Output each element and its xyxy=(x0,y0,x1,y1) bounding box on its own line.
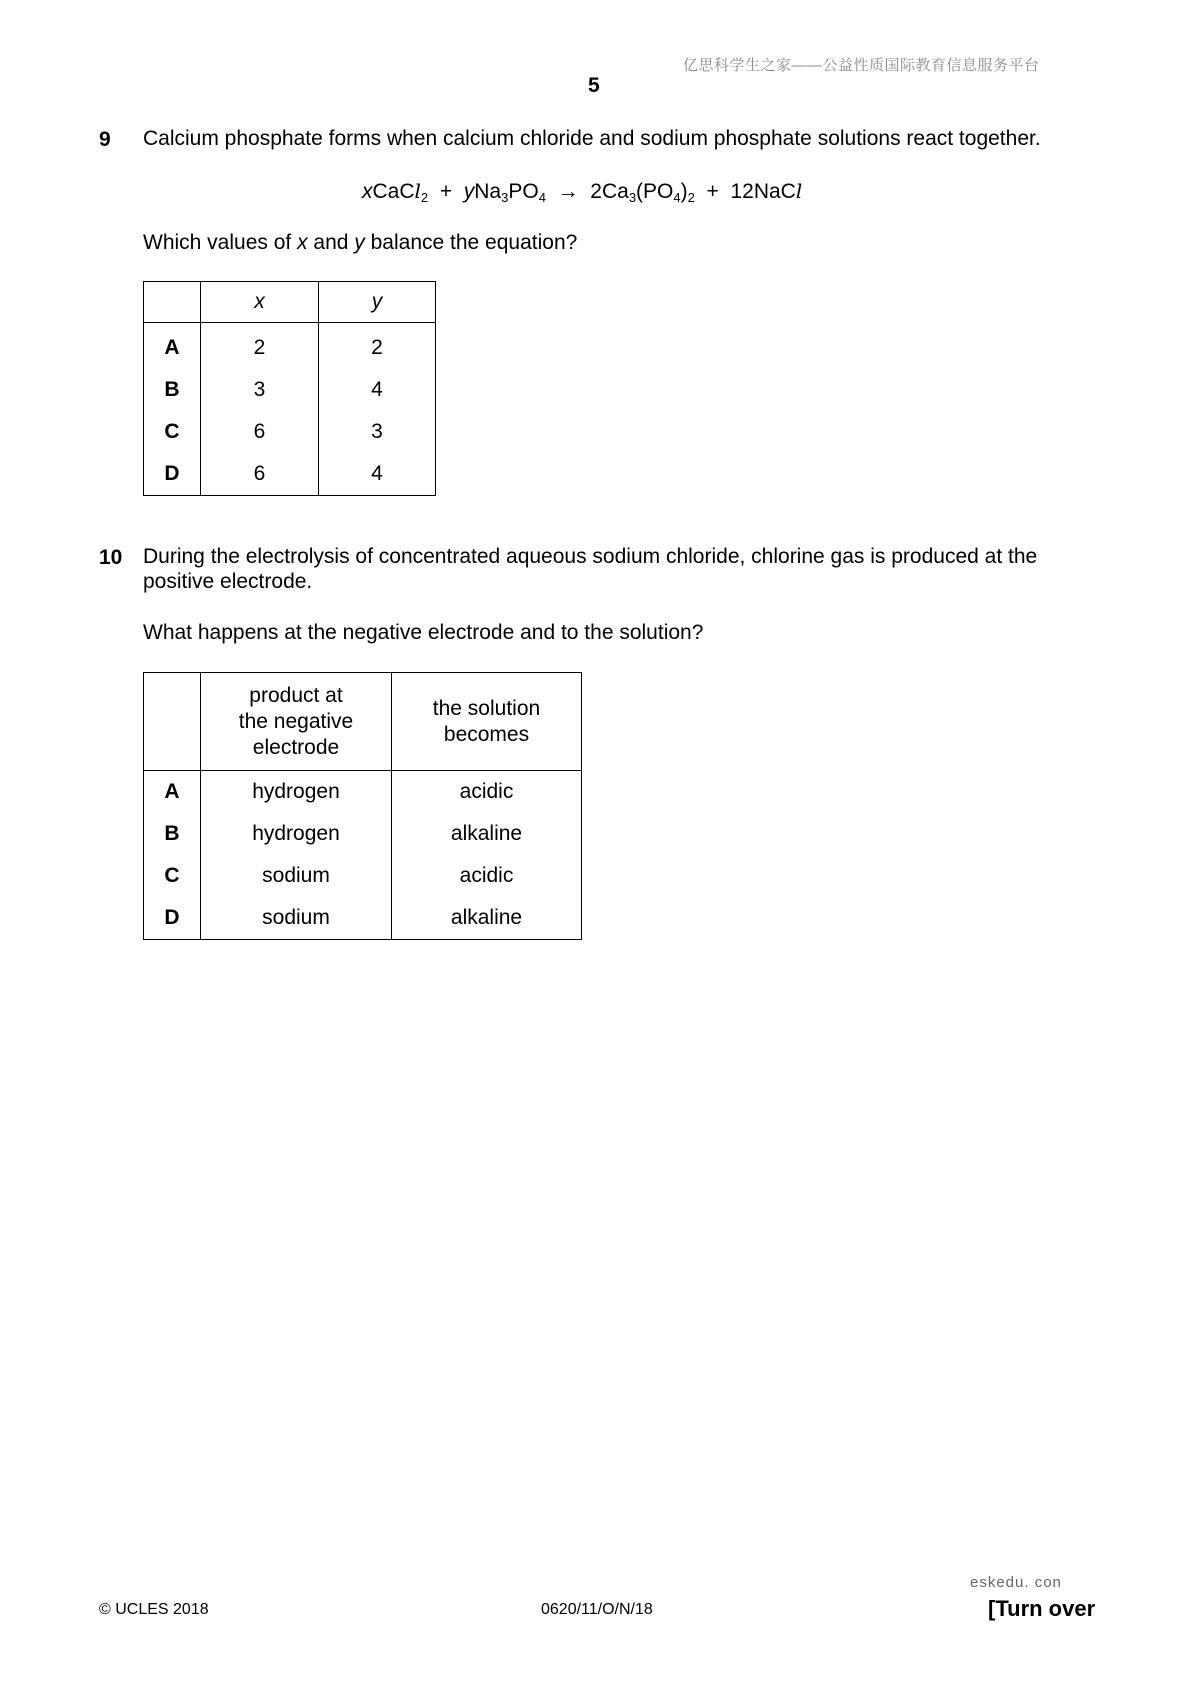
question-10-options-table xyxy=(143,672,582,940)
question-9-options-table xyxy=(143,281,436,496)
option-solution: alkaline xyxy=(392,813,582,855)
option-solution: acidic xyxy=(392,771,582,814)
turn-over-label: [Turn over xyxy=(988,1596,1096,1621)
option-y-value: 4 xyxy=(319,453,436,496)
table-row xyxy=(144,453,436,496)
coefficient-y: y xyxy=(463,180,475,203)
option-solution: acidic xyxy=(392,855,582,897)
option-solution: alkaline xyxy=(392,897,582,940)
question-10-text: During the electrolysis of concentrated aqueous sodium chloride, chlorine gas is produced at the positive electrode. xyxy=(143,545,1038,593)
table-row xyxy=(144,411,436,453)
table-row xyxy=(144,323,436,370)
option-letter: B xyxy=(164,378,180,401)
question-10-number: 10 xyxy=(99,546,123,569)
watermark-text: 亿思科学生之家——公益性质国际教育信息服务平台 xyxy=(683,57,1040,74)
option-letter: A xyxy=(164,336,180,359)
option-product: hydrogen xyxy=(201,771,392,814)
option-x-value: 3 xyxy=(201,369,319,411)
question-9-number: 9 xyxy=(99,128,111,151)
option-letter: C xyxy=(164,420,180,443)
question-9-prompt: Which values of x and y balance the equation? xyxy=(143,231,578,254)
page-number: 5 xyxy=(588,74,600,97)
coefficient-x: x xyxy=(362,180,373,203)
paper-code: 0620/11/O/N/18 xyxy=(541,1601,653,1618)
table-header-blank xyxy=(144,282,201,323)
site-watermark: eskedu. con xyxy=(970,1574,1062,1591)
reaction-arrow: → xyxy=(557,180,579,203)
option-product: hydrogen xyxy=(201,813,392,855)
table-header-x: x xyxy=(201,282,319,323)
option-product: sodium xyxy=(201,855,392,897)
option-y-value: 2 xyxy=(319,323,436,370)
option-x-value: 6 xyxy=(201,411,319,453)
table-header-solution: the solution becomes xyxy=(392,673,582,771)
table-header-blank xyxy=(144,673,201,771)
table-header-row xyxy=(144,282,436,323)
table-header-y: y xyxy=(319,282,436,323)
table-header-product: product at the negative electrode xyxy=(201,673,392,771)
option-letter: D xyxy=(164,462,180,485)
table-row xyxy=(144,771,582,814)
table-header-row xyxy=(144,673,582,771)
copyright-text: © UCLES 2018 xyxy=(99,1601,209,1618)
option-x-value: 6 xyxy=(201,453,319,496)
option-letter: C xyxy=(164,864,180,887)
table-row xyxy=(144,855,582,897)
question-10-prompt: What happens at the negative electrode and to the solution? xyxy=(143,621,704,644)
option-y-value: 3 xyxy=(319,411,436,453)
option-x-value: 2 xyxy=(201,323,319,370)
option-y-value: 4 xyxy=(319,369,436,411)
table-row xyxy=(144,897,582,940)
table-row xyxy=(144,369,436,411)
option-letter: B xyxy=(164,822,180,845)
question-9-text: Calcium phosphate forms when calcium chloride and sodium phosphate solutions react together. xyxy=(143,127,1041,150)
option-product: sodium xyxy=(201,897,392,940)
chemical-equation: xCaCl$_2$ + $yNa_3PO_4 \to 2Ca_3(PO_4)_2$ + 12NaCl xyxy=(362,179,803,205)
table-row xyxy=(144,813,582,855)
option-letter: A xyxy=(164,780,180,803)
option-letter: D xyxy=(164,906,180,929)
